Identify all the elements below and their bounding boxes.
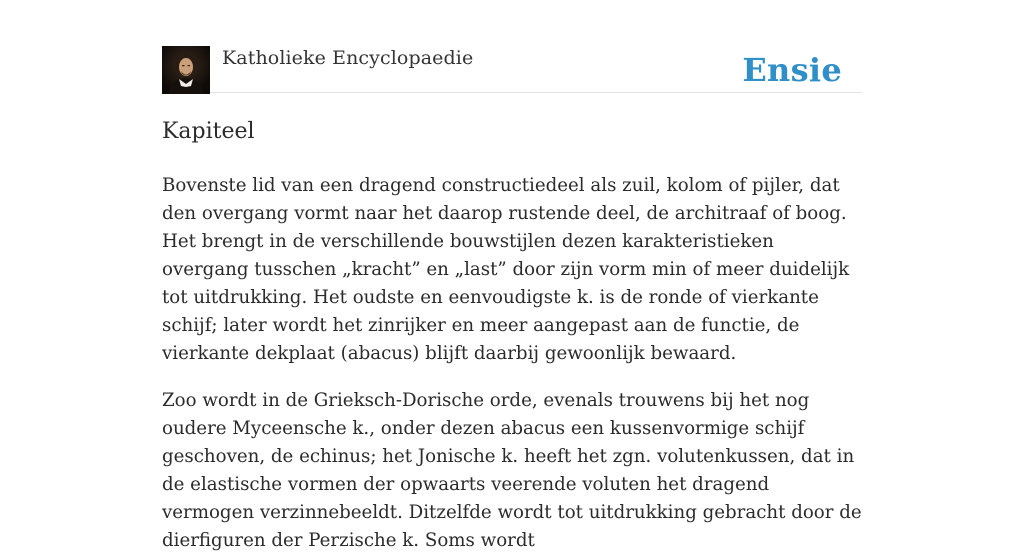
source-avatar[interactable]	[162, 46, 210, 94]
portrait-icon	[162, 46, 210, 94]
article-paragraph: Zoo wordt in de Grieksch-Dorische orde, evenals trouwens bij het nog oudere Myceensche k., onder dezen abacus een kussenvormige schijf geschoven, de echinus; het Jonische k. heeft het zgn. volutenkussen, dat in de elastische vormen der opwaarts veerende voluten het dragend vermogen verzinnebeeldt. Ditzelfde wordt tot uitdrukking gebracht door de dierfiguren der Perzische k. Soms wordt	[162, 390, 862, 551]
source-name[interactable]: Katholieke Encyclopaedie	[222, 47, 474, 69]
article-paragraph: Bovenste lid van een dragend constructiedeel als zuil, kolom of pijler, dat den overgang vormt naar het daarop rustende deel, de architraaf of boog. Het brengt in de verschillende bouwstijlen dezen karakteristieken overgang tusschen „kracht” en „last” door zijn vorm min of meer duidelijk tot uitdrukking. Het oudste en eenvoudigste k. is de ronde of vierkante schijf; later wordt het zinrijker en meer aangepast aan de functie, de vierkante dekplaat (abacus) blijft daarbij gewoonlijk bewaard.	[162, 175, 850, 364]
ensie-logo[interactable]: Ensie	[742, 51, 842, 89]
article-body	[162, 172, 862, 555]
source-header	[162, 0, 862, 93]
page-container	[162, 0, 862, 555]
article-title: Kapiteel	[162, 119, 255, 144]
